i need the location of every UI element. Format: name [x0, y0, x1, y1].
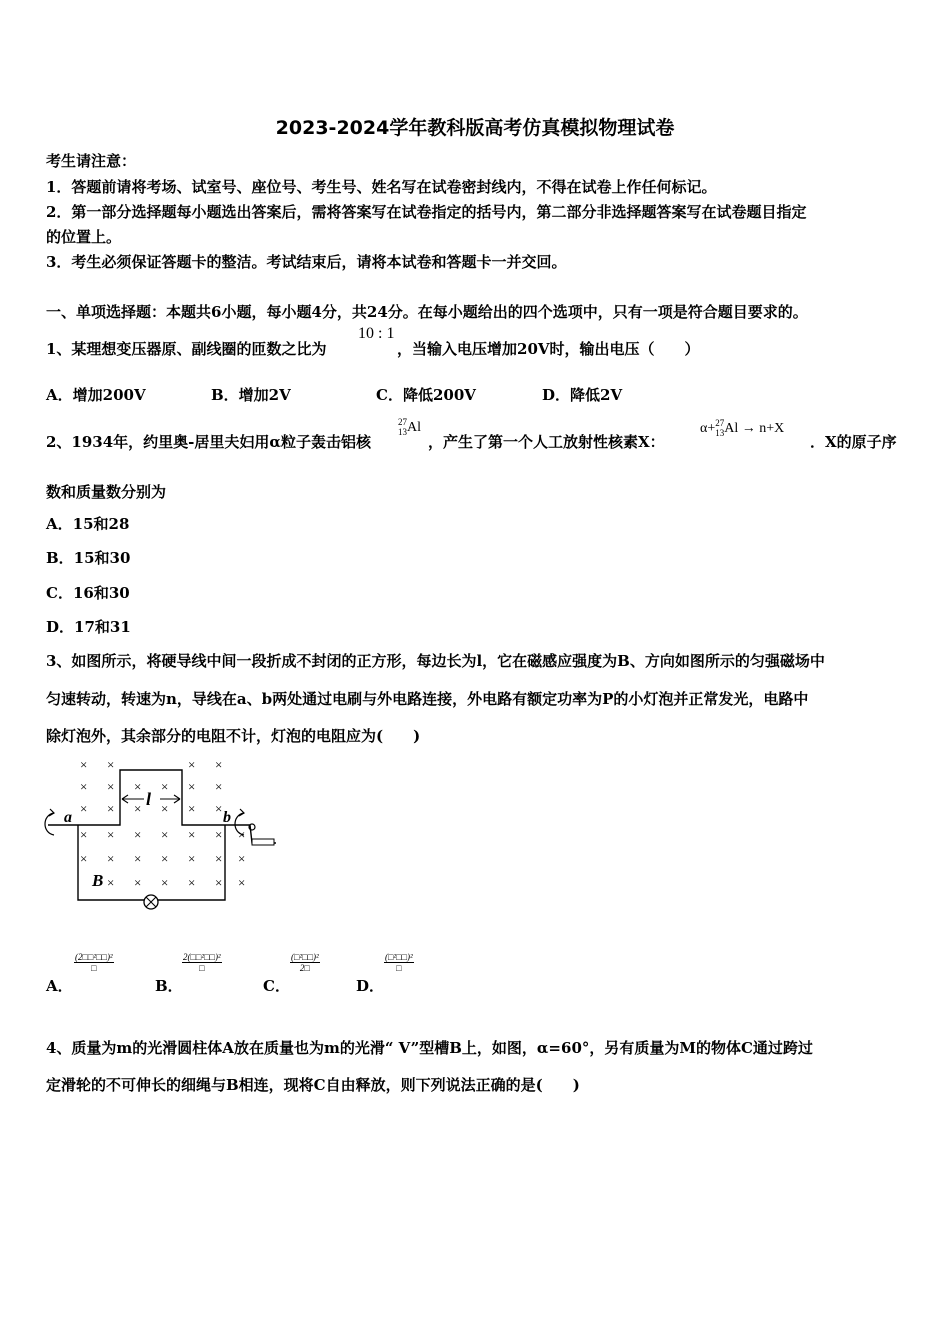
q2-text-cont: 数和质量数分别为 [46, 483, 167, 501]
section-heading: 一、单项选择题：本题共6小题，每小题4分，共24分。在每小题给出的四个选项中，只有一项是符合题目要求的。 [46, 303, 808, 321]
q2-reaction-equation: α+$^{27}_{13}$Al → n+X [700, 418, 785, 438]
field-cross-mark: × [188, 851, 196, 866]
field-cross-mark: × [107, 851, 115, 866]
notice-item-1: 1．答题前请将考场、试室号、座位号、考生号、姓名写在试卷密封线内，不得在试卷上作任何标记。 [46, 178, 717, 196]
q1-option-d: D．降低2V [542, 386, 623, 404]
q2-text-start: 2、1934年，约里奥-居里夫妇用α粒子轰击铝核 [46, 433, 371, 451]
field-cross-mark: × [188, 779, 196, 794]
q3-option-c-formula: (□²□□)² 2□ [291, 952, 319, 973]
field-cross-mark: × [161, 827, 169, 842]
q3-line-2: 匀速转动，转速为n，导线在a、b两处通过电刷与外电路连接，外电路有额定功率为P的小灯泡并正常发光，电路中 [46, 690, 809, 708]
q3-option-b-formula: 2(□□²□□)² □ [183, 952, 221, 973]
field-cross-mark: × [107, 779, 115, 794]
q2-option-c: C．16和30 [46, 584, 130, 602]
field-cross-mark: × [161, 851, 169, 866]
field-cross-mark: × [107, 757, 115, 772]
exam-title: 2023-2024学年教科版高考仿真模拟物理试卷 [275, 117, 675, 139]
label-b: b [223, 809, 231, 826]
field-cross-mark: × [215, 875, 223, 890]
q2-option-b: B．15和30 [46, 549, 131, 567]
label-a: a [64, 809, 72, 826]
q1-option-c: C．降低200V [376, 386, 476, 404]
q1-option-a: A．增加200V [46, 386, 146, 404]
field-cross-mark: × [161, 801, 169, 816]
q3-option-c: C． [263, 977, 290, 995]
field-cross-mark: × [161, 779, 169, 794]
field-cross-mark: × [215, 757, 223, 772]
q1-text-end: ，当输入电压增加20V时，输出电压（ ） [397, 340, 700, 358]
q3-option-a-formula: (2□□²□□)² □ [75, 952, 113, 973]
q3-line-1: 3、如图所示，将硬导线中间一段折成不封闭的正方形，每边长为l，它在磁感应强度为B、方向如图所示的匀强磁场中 [46, 652, 825, 670]
field-cross-mark: × [134, 827, 142, 842]
q2-text-end: ．X的原子序 [810, 433, 897, 451]
field-cross-mark: × [238, 851, 246, 866]
label-l: l [146, 789, 152, 809]
field-cross-mark: × [134, 875, 142, 890]
q3-option-a: A． [46, 977, 73, 995]
q3-circuit-figure [40, 755, 285, 915]
q3-option-d: D． [356, 977, 385, 995]
field-cross-mark: × [188, 801, 196, 816]
field-cross-mark: × [107, 801, 115, 816]
notice-heading: 考生请注意： [46, 152, 137, 170]
field-cross-mark: × [215, 801, 223, 816]
field-cross-mark: × [80, 757, 88, 772]
q2-text-mid: ，产生了第一个人工放射性核素X： [428, 433, 665, 451]
field-cross-mark: × [134, 779, 142, 794]
field-cross-mark: × [134, 851, 142, 866]
notice-item-3: 3．考生必须保证答题卡的整洁。考试结束后，请将本试卷和答题卡一并交回。 [46, 253, 567, 271]
q4-line-2: 定滑轮的不可伸长的细绳与B相连，现将C自由释放，则下列说法正确的是( ) [46, 1076, 580, 1094]
notice-item-2-cont: 的位置上。 [46, 228, 122, 246]
field-cross-mark: × [107, 875, 115, 890]
q4-line-1: 4、质量为m的光滑圆柱体A放在质量也为m的光滑“ V”型槽B上，如图，α=60°，另有质量为M的物体C通过跨过 [46, 1039, 813, 1057]
q1-ratio: 10 : 1 [358, 325, 395, 342]
magnetic-field-crosses [80, 757, 245, 890]
q1-text-start: 1、某理想变压器原、副线圈的匝数之比为 [46, 340, 327, 358]
label-B: B [92, 871, 104, 890]
field-cross-mark: × [188, 875, 196, 890]
q2-al-nuclide: $^{27}_{13}$Al [398, 417, 421, 437]
notice-item-2: 2．第一部分选择题每小题选出答案后，需将答案写在试卷指定的括号内，第二部分非选择题答案写在试卷题目指定 [46, 203, 807, 221]
field-cross-mark: × [80, 851, 88, 866]
field-cross-mark: × [215, 851, 223, 866]
field-cross-mark: × [188, 827, 196, 842]
field-cross-mark: × [134, 801, 142, 816]
field-cross-mark: × [188, 757, 196, 772]
field-cross-mark: × [80, 779, 88, 794]
field-cross-mark: × [80, 827, 88, 842]
q3-option-b: B． [155, 977, 183, 995]
q2-option-a: A．15和28 [46, 515, 130, 533]
field-cross-mark: × [107, 827, 115, 842]
field-cross-mark: × [238, 875, 246, 890]
field-cross-mark: × [238, 827, 246, 842]
field-cross-mark: × [215, 827, 223, 842]
field-cross-mark: × [161, 875, 169, 890]
q3-option-d-formula: (□²□□)² □ [385, 952, 413, 973]
q1-option-b: B．增加2V [211, 386, 291, 404]
q3-line-3: 除灯泡外，其余部分的电阻不计，灯泡的电阻应为( ) [46, 727, 421, 745]
field-cross-mark: × [80, 801, 88, 816]
field-cross-mark: × [215, 779, 223, 794]
q2-option-d: D．17和31 [46, 618, 131, 636]
